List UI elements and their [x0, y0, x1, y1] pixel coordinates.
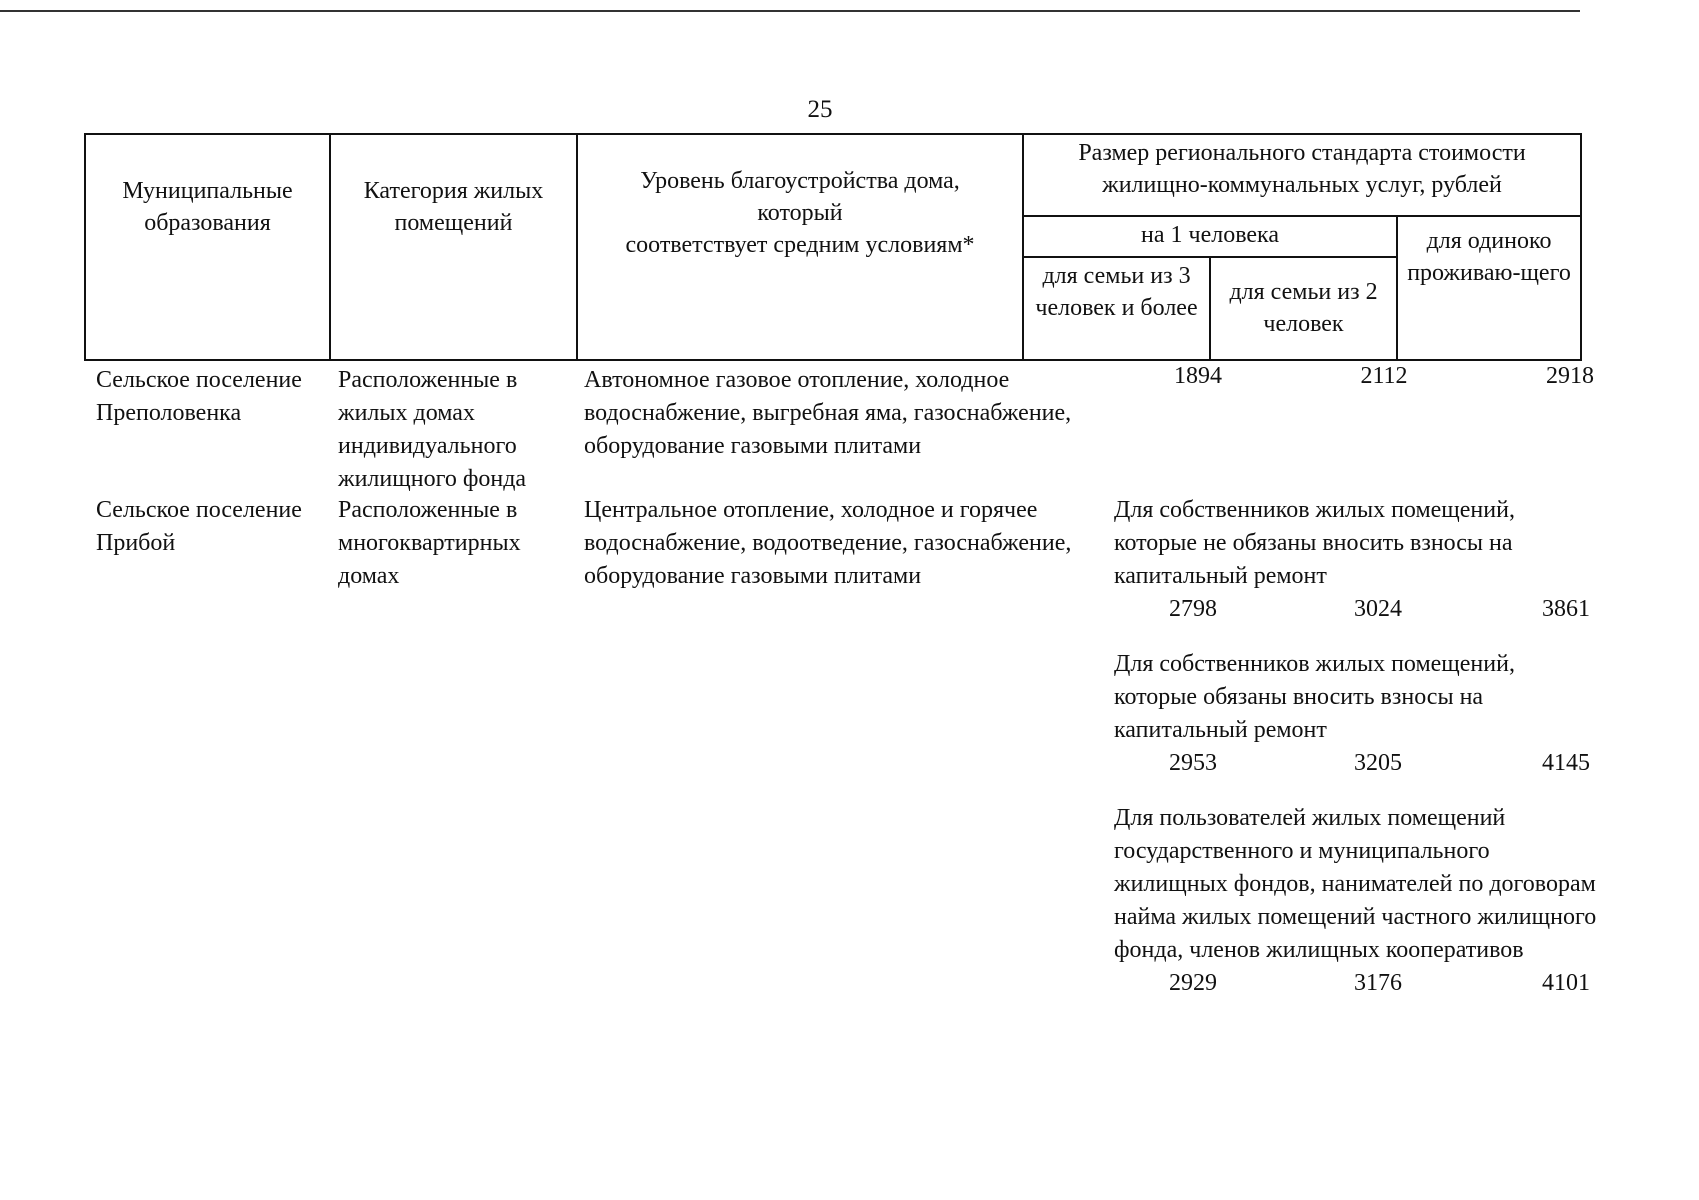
row-value-family3: 1894 — [1174, 363, 1222, 389]
value-group — [1114, 802, 1614, 1000]
header-standard: Размер регионального стандарта стоимости жилищно-коммунальных услуг, рублей — [1023, 134, 1581, 216]
group-value-single: 3861 — [1542, 596, 1590, 622]
value-group — [1114, 494, 1614, 626]
header-category: Категория жилых помещений — [330, 134, 577, 360]
group-value-family2: 3205 — [1354, 750, 1402, 776]
value-groups — [1114, 494, 1614, 1022]
row-value-family2: 2112 — [1360, 363, 1408, 389]
group-title: Для собственников жилых помещений, которые обязаны вносить взносы на капитальный ремонт — [1114, 651, 1515, 743]
header-municipality: Муниципальные образования — [85, 134, 330, 360]
group-value-family3: 2929 — [1169, 970, 1217, 996]
group-value-family2: 3176 — [1354, 970, 1402, 996]
row-category: Расположенные в многоквартирных домах — [338, 497, 521, 589]
row-amenity: Автономное газовое отопление, холодное водоснабжение, выгребная яма, газоснабжение, оборудование газовыми плитами — [584, 367, 1072, 459]
table-row — [84, 363, 1594, 494]
table-body — [84, 363, 1597, 996]
header-per-person: на 1 человека — [1023, 216, 1397, 257]
group-value-family3: 2953 — [1169, 750, 1217, 776]
group-title: Для пользователей жилых помещений государственного и муниципального жилищных фондов, нанимателей по договорам найма жилых помещений частного жилищного фонда, членов жилищных кооперативов — [1114, 805, 1597, 963]
header-amenity — [577, 134, 1023, 360]
group-value-single: 4145 — [1542, 750, 1590, 776]
page-top-rule — [0, 10, 1580, 12]
row-amenity: Центральное отопление, холодное и горячее водоснабжение, водоотведение, газоснабжение, оборудование газовыми плитами — [584, 497, 1072, 589]
row-value-single: 2918 — [1546, 363, 1594, 389]
page-number: 25 — [807, 96, 833, 123]
header-family2: для семьи из 2 человек — [1210, 257, 1397, 360]
row-municipality: Сельское поселение Преполовенка — [96, 367, 302, 426]
group-title: Для собственников жилых помещений, которые не обязаны вносить взносы на капитальный ремонт — [1114, 497, 1515, 589]
header-single: для одиноко проживаю-щего — [1397, 216, 1581, 360]
row-municipality: Сельское поселение Прибой — [96, 497, 302, 556]
header-amenity-line3: соответствует средним условиям* — [625, 232, 975, 258]
value-group — [1114, 648, 1614, 780]
header-amenity-line1: Уровень благоустройства дома, — [640, 168, 960, 194]
table-header — [84, 133, 1582, 361]
group-value-family3: 2798 — [1169, 596, 1217, 622]
header-amenity-line2: который — [757, 200, 843, 226]
row-category: Расположенные в жилых домах индивидуального жилищного фонда — [338, 367, 527, 492]
group-value-family2: 3024 — [1354, 596, 1402, 622]
header-family3: для семьи из 3 человек и более — [1023, 257, 1210, 360]
group-value-single: 4101 — [1542, 970, 1590, 996]
